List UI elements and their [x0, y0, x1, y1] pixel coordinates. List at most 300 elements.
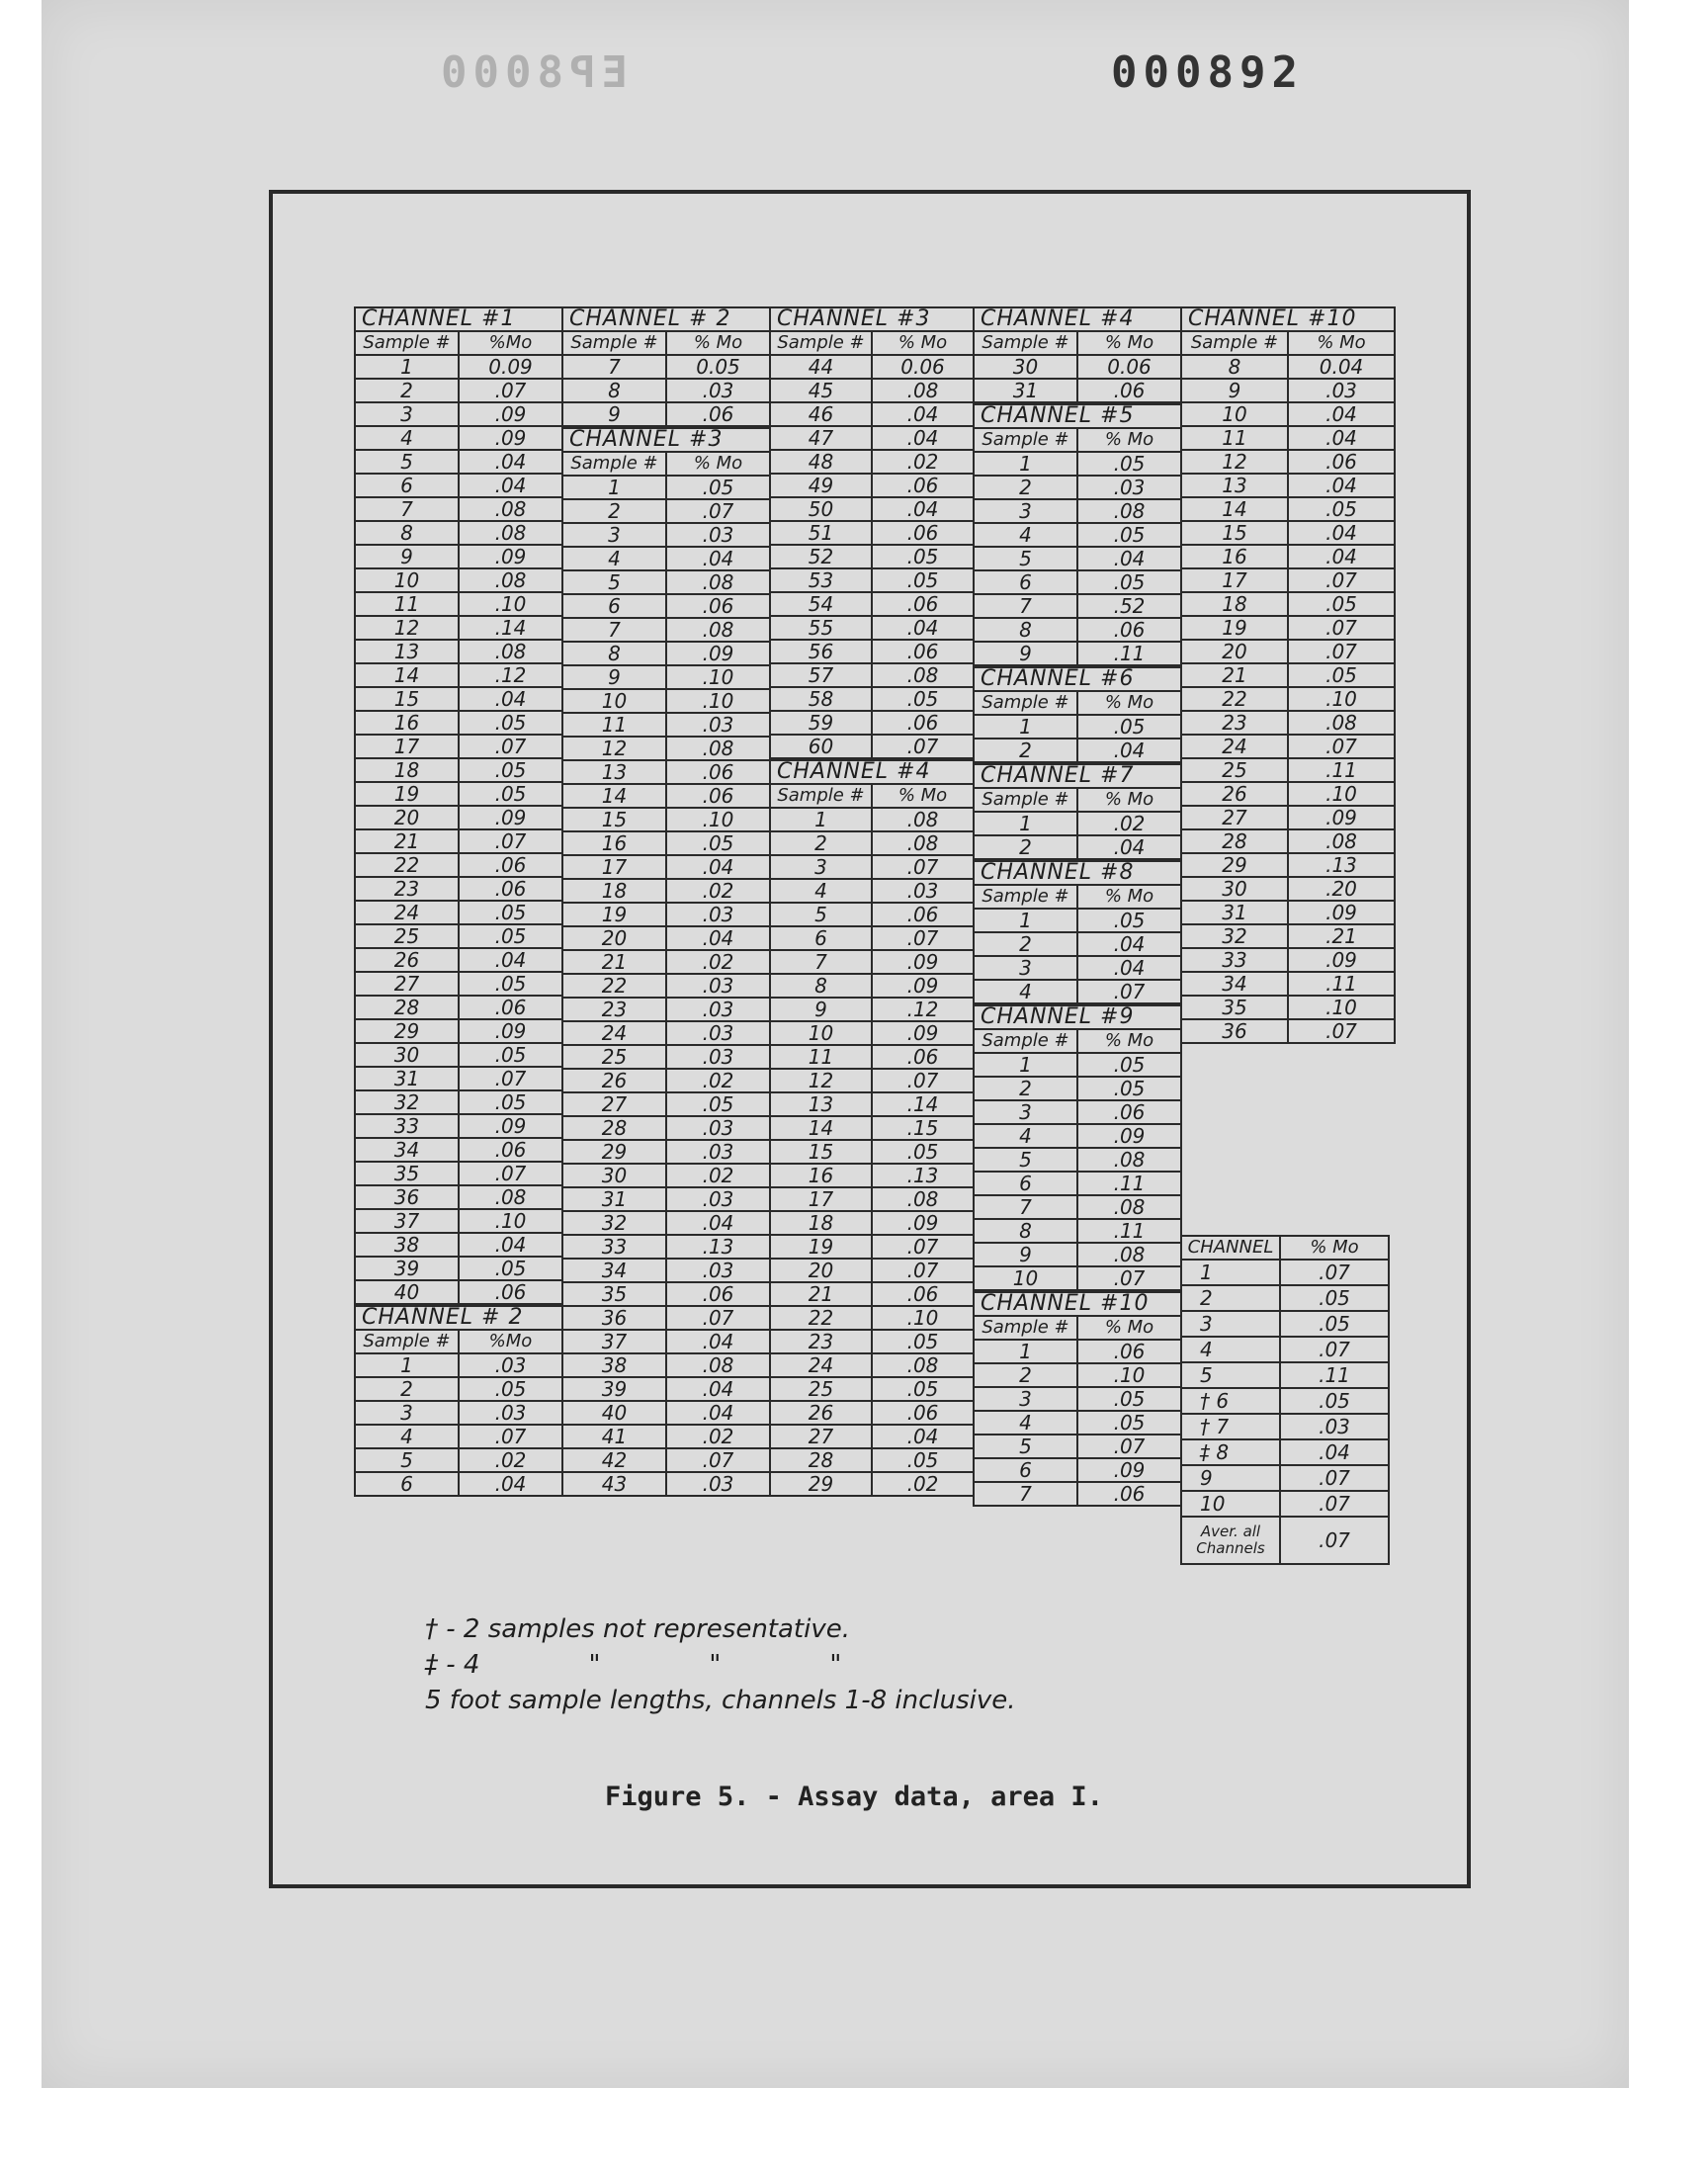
sample-number: 5: [974, 1435, 1077, 1458]
table-row: [770, 1164, 974, 1187]
mo-value: .05: [1288, 592, 1395, 616]
mo-value: .07: [459, 1162, 562, 1185]
mo-value: .08: [1288, 711, 1395, 735]
table-row: [1181, 687, 1395, 711]
table-row: [770, 1282, 974, 1306]
table-row: [355, 829, 562, 853]
table-row: [1181, 616, 1395, 640]
mo-value: .04: [666, 926, 770, 950]
footnote-2-mark: ‡ - 4: [425, 1650, 480, 1680]
mo-value: .03: [666, 1472, 770, 1496]
sample-number: 34: [562, 1259, 666, 1282]
sample-number: 4: [770, 879, 872, 903]
sample-number: 3: [974, 1100, 1077, 1124]
mo-value: .08: [459, 521, 562, 545]
table-row: [562, 1211, 770, 1235]
mo-value: .06: [872, 903, 974, 926]
table-row: [562, 523, 770, 547]
sample-number: 38: [562, 1353, 666, 1377]
channel-title: CHANNEL #10: [1181, 307, 1395, 331]
table-row: [1181, 948, 1395, 972]
mo-value: .05: [1077, 523, 1181, 547]
table-row: [770, 568, 974, 592]
mo-value: .21: [1288, 924, 1395, 948]
mo-value: .03: [666, 903, 770, 926]
table-row: [770, 1330, 974, 1353]
table-row: [974, 980, 1181, 1003]
mo-value: .04: [459, 474, 562, 497]
header-sample: Sample #: [355, 331, 459, 355]
summary-channel: 4: [1181, 1337, 1280, 1362]
table-row: [974, 1435, 1181, 1458]
sample-number: 9: [355, 545, 459, 568]
table-row: [974, 1411, 1181, 1435]
mo-value: .03: [666, 379, 770, 402]
table-row: [355, 474, 562, 497]
sample-number: 10: [562, 689, 666, 713]
mo-value: .02: [666, 1069, 770, 1092]
table-row: [770, 831, 974, 855]
table-row: [974, 1363, 1181, 1387]
table-row: [355, 355, 562, 379]
header-sample: Sample #: [974, 331, 1077, 355]
mo-value: .07: [872, 855, 974, 879]
sample-number: 44: [770, 355, 872, 379]
mo-value: .04: [1288, 402, 1395, 426]
sample-number: 37: [355, 1209, 459, 1233]
mo-value: .10: [459, 1209, 562, 1233]
mo-value: 0.06: [872, 355, 974, 379]
table-row: [355, 1043, 562, 1067]
average-value: .07: [1280, 1517, 1389, 1564]
table-row: [562, 1330, 770, 1353]
sample-number: 30: [562, 1164, 666, 1187]
channel-title: CHANNEL #3: [562, 428, 770, 452]
summary-channel: 5: [1181, 1362, 1280, 1388]
mo-value: .02: [666, 1164, 770, 1187]
mo-value: .07: [459, 1067, 562, 1090]
header-sample: Sample #: [1181, 331, 1288, 355]
table-row: [974, 1100, 1181, 1124]
table-row: [974, 379, 1181, 402]
mo-value: .07: [872, 1235, 974, 1259]
mo-value: .09: [872, 1211, 974, 1235]
mo-value: .06: [872, 1401, 974, 1425]
mo-value: .07: [1288, 616, 1395, 640]
sample-number: 21: [355, 829, 459, 853]
mo-value: .11: [1077, 1219, 1181, 1243]
mo-value: .05: [1077, 1411, 1181, 1435]
mo-value: .02: [666, 950, 770, 974]
sample-number: 9: [974, 642, 1077, 665]
table-row: [974, 594, 1181, 618]
mo-value: .09: [1288, 901, 1395, 924]
footnotes: [425, 1611, 1016, 1718]
table-row: [355, 972, 562, 996]
header-mo: % Mo: [872, 331, 974, 355]
mo-value: .04: [459, 948, 562, 972]
mo-value: .03: [666, 1187, 770, 1211]
sample-number: 2: [974, 476, 1077, 499]
sample-number: 15: [1181, 521, 1288, 545]
sample-number: 16: [1181, 545, 1288, 568]
mo-value: .08: [872, 663, 974, 687]
table-row: [770, 711, 974, 735]
channel-title: CHANNEL #3: [770, 307, 974, 331]
sample-number: 5: [974, 547, 1077, 570]
table-row: [974, 909, 1181, 932]
mo-value: .05: [872, 687, 974, 711]
table-row: [1181, 901, 1395, 924]
sample-number: 7: [355, 497, 459, 521]
mo-value: .05: [666, 1092, 770, 1116]
summary-header-channel: CHANNEL: [1181, 1236, 1280, 1260]
sample-number: 1: [974, 1053, 1077, 1077]
mo-value: .08: [1077, 1243, 1181, 1266]
mo-value: .03: [666, 1021, 770, 1045]
table-row: [1181, 1019, 1395, 1043]
table-row: [562, 1282, 770, 1306]
mo-value: .06: [666, 594, 770, 618]
mo-value: .09: [459, 545, 562, 568]
table-row: [355, 616, 562, 640]
table-row: [1181, 355, 1395, 379]
summary-row: [1181, 1311, 1389, 1337]
mo-value: .08: [872, 1187, 974, 1211]
sample-number: 21: [770, 1282, 872, 1306]
summary-channel: † 7: [1181, 1414, 1280, 1439]
table-row: [770, 998, 974, 1021]
sample-number: 25: [562, 1045, 666, 1069]
table-row: [355, 1448, 562, 1472]
mo-value: .07: [666, 499, 770, 523]
channel-table: [973, 306, 1182, 403]
sample-number: 10: [355, 568, 459, 592]
mo-value: .06: [459, 1138, 562, 1162]
sample-number: 28: [562, 1116, 666, 1140]
sample-number: 50: [770, 497, 872, 521]
table-row: [355, 379, 562, 402]
sample-number: 7: [974, 1195, 1077, 1219]
sample-number: 9: [974, 1243, 1077, 1266]
table-row: [562, 998, 770, 1021]
average-label: Aver. all Channels: [1181, 1517, 1280, 1564]
sample-number: 4: [974, 1124, 1077, 1148]
table-row: [974, 932, 1181, 956]
column-4: [973, 306, 1180, 1507]
table-row: [562, 1448, 770, 1472]
sample-number: 7: [974, 1482, 1077, 1506]
sample-number: 14: [355, 663, 459, 687]
mo-value: .08: [1077, 499, 1181, 523]
table-row: [974, 1195, 1181, 1219]
table-row: [562, 402, 770, 426]
mo-value: .03: [666, 713, 770, 737]
sample-number: 31: [1181, 901, 1288, 924]
table-row: [770, 1116, 974, 1140]
mo-value: .11: [1077, 1172, 1181, 1195]
table-row: [562, 1021, 770, 1045]
table-row: [355, 1280, 562, 1304]
sample-number: 3: [770, 855, 872, 879]
table-row: [562, 1306, 770, 1330]
sample-number: 6: [355, 1472, 459, 1496]
table-row: [355, 497, 562, 521]
sample-number: 8: [974, 618, 1077, 642]
table-row: [974, 1340, 1181, 1363]
mo-value: .05: [872, 1448, 974, 1472]
sample-number: 7: [770, 950, 872, 974]
sample-number: 23: [562, 998, 666, 1021]
mo-value: .02: [872, 1472, 974, 1496]
column-1: [354, 306, 561, 1497]
summary-mo: .05: [1280, 1285, 1389, 1311]
mo-value: .04: [1077, 932, 1181, 956]
mo-value: 0.09: [459, 355, 562, 379]
mo-value: .07: [459, 735, 562, 758]
mo-value: .05: [1288, 663, 1395, 687]
table-row: [974, 1482, 1181, 1506]
sample-number: 30: [355, 1043, 459, 1067]
mo-value: .03: [666, 523, 770, 547]
header-mo: % Mo: [666, 331, 770, 355]
table-row: [770, 1306, 974, 1330]
channel-title: CHANNEL # 2: [355, 1306, 562, 1330]
header-sample: Sample #: [974, 428, 1077, 452]
header-sample: Sample #: [974, 788, 1077, 812]
mo-value: .04: [459, 1233, 562, 1257]
mo-value: .05: [666, 831, 770, 855]
mo-value: .05: [459, 1043, 562, 1067]
channel-title: CHANNEL #4: [974, 307, 1181, 331]
sample-number: 37: [562, 1330, 666, 1353]
table-row: [974, 1243, 1181, 1266]
channel-title: CHANNEL #10: [974, 1292, 1181, 1316]
sample-number: 2: [974, 932, 1077, 956]
table-row: [355, 1377, 562, 1401]
summary-channel: 1: [1181, 1260, 1280, 1285]
table-row: [1181, 379, 1395, 402]
header-mo: % Mo: [1077, 885, 1181, 909]
table-row: [1181, 806, 1395, 829]
column-2: [561, 306, 769, 1497]
mo-value: .09: [1077, 1124, 1181, 1148]
sample-number: 33: [562, 1235, 666, 1259]
mo-value: .07: [872, 1069, 974, 1092]
mo-value: .06: [666, 402, 770, 426]
sample-number: 14: [770, 1116, 872, 1140]
table-row: [355, 1162, 562, 1185]
mo-value: .08: [872, 831, 974, 855]
table-row: [770, 855, 974, 879]
mo-value: .08: [1288, 829, 1395, 853]
sample-number: 55: [770, 616, 872, 640]
table-row: [974, 523, 1181, 547]
channel-table: [561, 306, 771, 427]
table-row: [562, 760, 770, 784]
sample-number: 2: [974, 739, 1077, 762]
sample-number: 15: [562, 808, 666, 831]
table-row: [770, 1092, 974, 1116]
mo-value: .09: [872, 950, 974, 974]
mo-value: .05: [1077, 715, 1181, 739]
mo-value: .08: [872, 1353, 974, 1377]
sample-number: 46: [770, 402, 872, 426]
sample-number: 6: [562, 594, 666, 618]
mo-value: .12: [872, 998, 974, 1021]
sample-number: 24: [355, 901, 459, 924]
summary-header-mo: % Mo: [1280, 1236, 1389, 1260]
table-row: [770, 1140, 974, 1164]
table-row: [770, 903, 974, 926]
summary-row: [1181, 1388, 1389, 1414]
sample-number: 19: [1181, 616, 1288, 640]
sample-number: 11: [1181, 426, 1288, 450]
sample-number: 4: [562, 547, 666, 570]
table-row: [355, 877, 562, 901]
mo-value: .05: [459, 758, 562, 782]
mo-value: .05: [459, 1377, 562, 1401]
mo-value: .02: [1077, 812, 1181, 835]
sample-number: 22: [1181, 687, 1288, 711]
table-row: [562, 1164, 770, 1187]
table-row: [355, 640, 562, 663]
table-row: [770, 1377, 974, 1401]
summary-channel: ‡ 8: [1181, 1439, 1280, 1465]
sample-number: 2: [974, 1363, 1077, 1387]
sample-number: 26: [562, 1069, 666, 1092]
table-row: [770, 355, 974, 379]
table-row: [562, 808, 770, 831]
channel-table: [973, 1004, 1182, 1291]
summary-channel: † 6: [1181, 1388, 1280, 1414]
sample-number: 38: [355, 1233, 459, 1257]
table-row: [562, 594, 770, 618]
mo-value: 0.06: [1077, 355, 1181, 379]
sample-number: 12: [770, 1069, 872, 1092]
table-row: [770, 1259, 974, 1282]
header-mo: % Mo: [1077, 428, 1181, 452]
table-row: [1181, 711, 1395, 735]
table-row: [974, 812, 1181, 835]
summary-mo: .05: [1280, 1388, 1389, 1414]
mo-value: .04: [1288, 426, 1395, 450]
mo-value: .04: [872, 426, 974, 450]
mo-value: .13: [872, 1164, 974, 1187]
summary-row: [1181, 1285, 1389, 1311]
summary-mo: .03: [1280, 1414, 1389, 1439]
channel-title: CHANNEL #1: [355, 307, 562, 331]
sample-number: 24: [562, 1021, 666, 1045]
table-row: [770, 879, 974, 903]
table-row: [562, 1401, 770, 1425]
summary-mo: .11: [1280, 1362, 1389, 1388]
summary-mo: .07: [1280, 1260, 1389, 1285]
sample-number: 4: [974, 1411, 1077, 1435]
table-row: [1181, 402, 1395, 426]
mo-value: .07: [1288, 735, 1395, 758]
sample-number: 36: [1181, 1019, 1288, 1043]
channel-table: [354, 306, 563, 1305]
table-row: [770, 450, 974, 474]
sample-number: 20: [1181, 640, 1288, 663]
table-row: [974, 739, 1181, 762]
sample-number: 1: [974, 1340, 1077, 1363]
table-row: [562, 737, 770, 760]
mo-value: .02: [666, 879, 770, 903]
table-row: [974, 452, 1181, 476]
channel-table: [561, 427, 771, 1497]
table-row: [770, 950, 974, 974]
sample-number: 3: [355, 402, 459, 426]
table-row: [562, 570, 770, 594]
mo-value: .05: [1077, 1077, 1181, 1100]
sample-number: 20: [770, 1259, 872, 1282]
sample-number: 1: [974, 715, 1077, 739]
table-row: [355, 592, 562, 616]
mo-value: .20: [1288, 877, 1395, 901]
sample-number: 36: [562, 1306, 666, 1330]
mo-value: .08: [872, 379, 974, 402]
mo-value: .07: [1077, 1435, 1181, 1458]
header-sample: Sample #: [562, 331, 666, 355]
mo-value: .05: [1077, 1387, 1181, 1411]
table-row: [770, 808, 974, 831]
table-row: [770, 1211, 974, 1235]
sample-number: 54: [770, 592, 872, 616]
sample-number: 30: [1181, 877, 1288, 901]
mo-value: .11: [1288, 972, 1395, 996]
sample-number: 13: [355, 640, 459, 663]
channel-table: [769, 306, 975, 759]
sample-number: 19: [770, 1235, 872, 1259]
sample-number: 33: [355, 1114, 459, 1138]
sample-number: 17: [770, 1187, 872, 1211]
sample-number: 13: [1181, 474, 1288, 497]
table-row: [562, 1472, 770, 1496]
sample-number: 43: [562, 1472, 666, 1496]
table-row: [974, 1172, 1181, 1195]
mo-value: .06: [1077, 1100, 1181, 1124]
table-row: [770, 1425, 974, 1448]
table-row: [1181, 521, 1395, 545]
table-row: [562, 1235, 770, 1259]
sample-number: 1: [974, 909, 1077, 932]
mo-value: .05: [1077, 1053, 1181, 1077]
table-row: [974, 1458, 1181, 1482]
summary-row: [1181, 1337, 1389, 1362]
mo-value: .12: [459, 663, 562, 687]
sample-number: 23: [1181, 711, 1288, 735]
sample-number: 34: [1181, 972, 1288, 996]
table-row: [562, 379, 770, 402]
mo-value: .06: [872, 592, 974, 616]
mo-value: .08: [1077, 1195, 1181, 1219]
mo-value: .05: [459, 1090, 562, 1114]
sample-number: 5: [355, 1448, 459, 1472]
mo-value: .07: [1288, 568, 1395, 592]
table-row: [562, 1353, 770, 1377]
sample-number: 33: [1181, 948, 1288, 972]
channel-table: [973, 1291, 1182, 1507]
mo-value: .03: [872, 879, 974, 903]
header-mo: % Mo: [1077, 788, 1181, 812]
sample-number: 57: [770, 663, 872, 687]
mo-value: .11: [1077, 642, 1181, 665]
channel-title: CHANNEL #8: [974, 861, 1181, 885]
table-row: [562, 831, 770, 855]
sample-number: 5: [355, 450, 459, 474]
